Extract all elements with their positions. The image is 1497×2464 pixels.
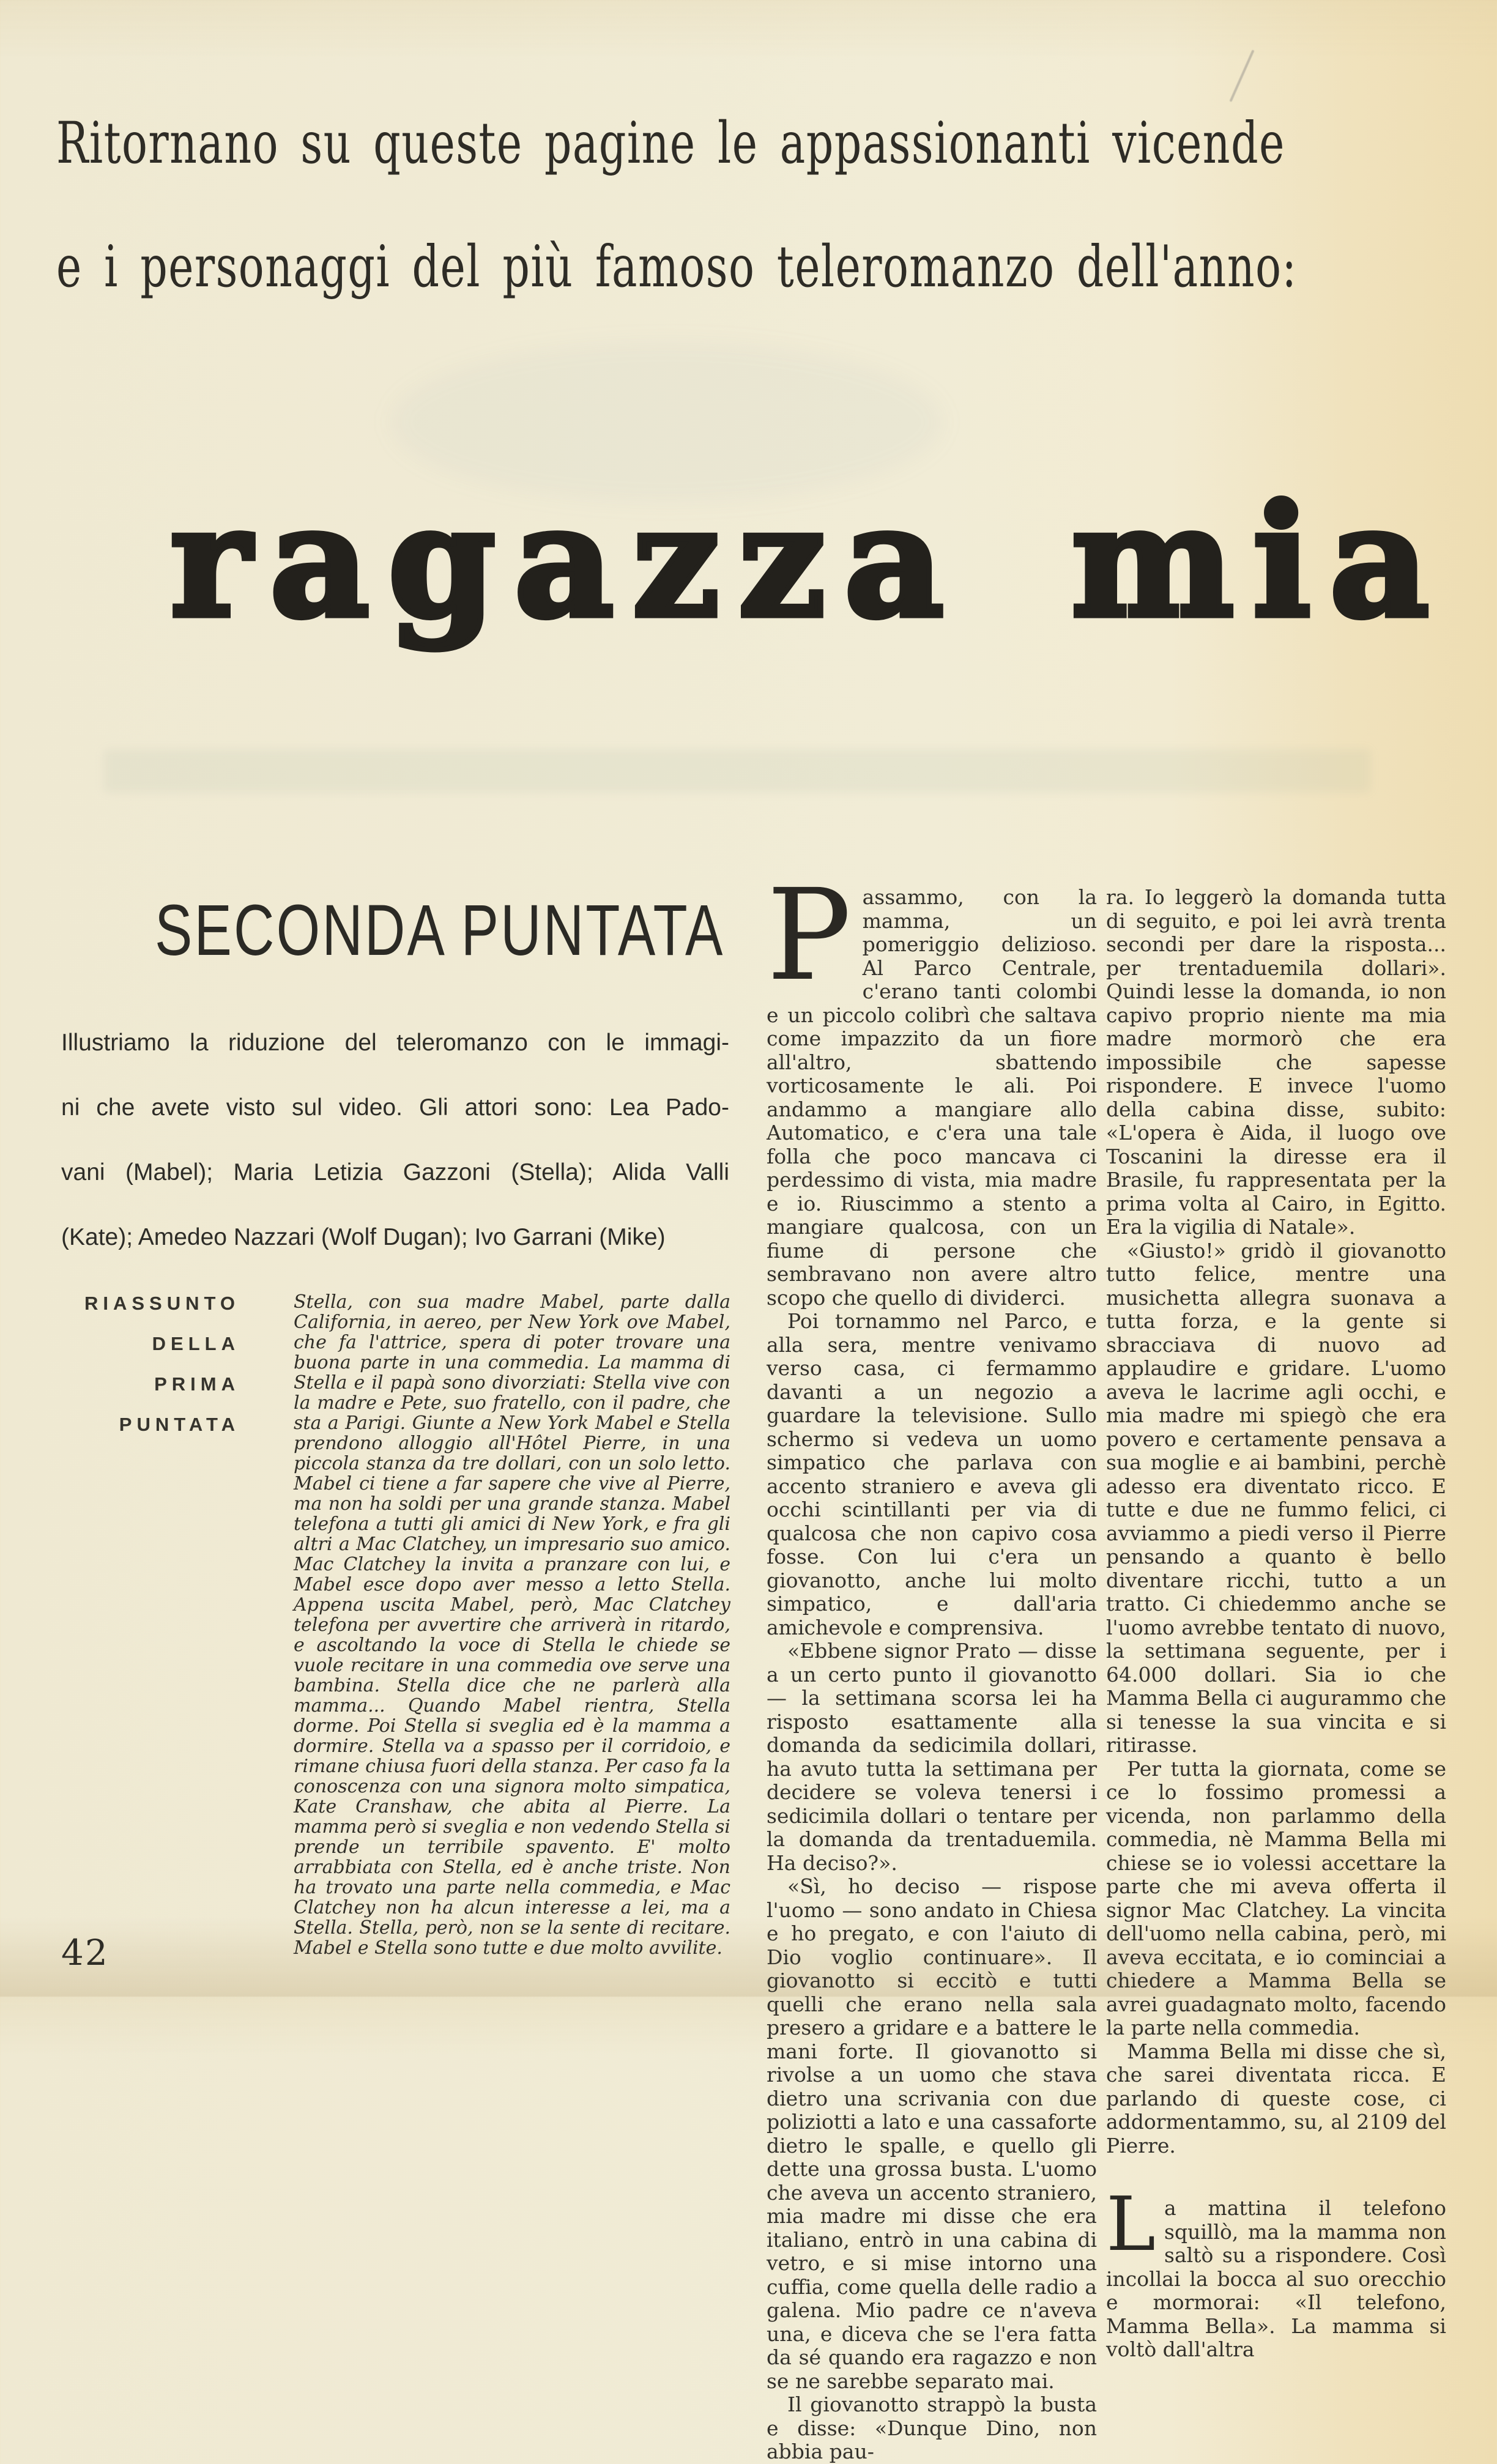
paragraph: ra. Io leggerò la domanda tutta di seguito, e poi lei avrà trenta secondi per dare la risposta... per trentaduemila dollari». Quindi lesse la domanda, io non capivo proprio niente ma mia madre mormorò che era impossibile che sapesse rispondere. E invece l'uomo della cabina disse, subito: «L'opera è Aida, il luogo ove Toscanini la diresse era il Brasile, fu rappresentata per la prima volta al Cairo, in Egitto. Era la vigilia di Natale».	[1106, 885, 1446, 1239]
article-title: ragazza mia	[170, 471, 1448, 652]
intro-line: Illustriamo la riduzione del teleromanzo con le immagi-	[61, 1030, 729, 1056]
recap-label-line: DELLA	[152, 1333, 240, 1354]
paragraph: «Giusto!» gridò il giovanotto tutto felice, mentre una musichetta allegra suonava a tutta forza, e la gente si sbracciava di nuovo ad applaudire e gridare. L'uomo aveva le lacrime agli occhi, e mia madre mi spiegò che era povero e certamente pensava a sua moglie e ai bambini, perchè adesso era diventato ricco. E tutte e due ne fummo felici, ci avviammo a piedi verso il Pierre pensando a quanto è bello diventare ricchi, tutto a un tratto. Ci chiedemmo anche se l'uomo avrebbe tentato di nuovo, la settimana seguente, per i 64.000 dollari. Sia io che Mamma Bella ci augurammo che si tenesse la sua vincita e si ritirasse.	[1106, 1238, 1446, 1757]
drop-cap-l: L	[1106, 2181, 1156, 2268]
body-column-2	[1106, 886, 1446, 2362]
paragraph: Mamma Bella mi disse che sì, che sarei diventata ricca. E parlando di queste cose, ci addormentammo, su, al 2109 del Pierre.	[1106, 2039, 1446, 2158]
intro-line: vani (Mabel); Maria Letizia Gazzoni (Stella); Alida Valli	[61, 1159, 729, 1186]
paragraph-text: a mattina il telefono squillò, ma la mamma non saltò su a rispondere. Così incollai la bocca al suo orecchio e mormorai: «Il telefono, Mamma Bella». La mamma si voltò dall'altra	[1106, 2196, 1446, 2361]
paragraph-text: assammo, con la mamma, un pomeriggio delizioso. Al Parco Centrale, c'erano tanti colombi e un piccolo colibrì che saltava come impazzito da un fiore all'altro, sbattendo vorticosamente le ali. Poi andammo a mangiare allo Automatico, e c'era una tale folla che poco mancava ci perdessimo di vista, mia madre e io. Riuscimmo a stento a mangiare qualcosa, con un fiume di persone che sembravano non avere altro scopo che quello di dividerci.	[767, 885, 1097, 1310]
page-number: 42	[61, 1932, 109, 1973]
kicker-line-2: e i personaggi del più famoso teleromanzo dell'anno:	[56, 234, 1298, 300]
drop-cap-p: P	[767, 862, 852, 1009]
paragraph	[767, 862, 1097, 1310]
kicker-line-1: Ritornano su queste pagine le appassionanti vicende	[56, 110, 1285, 177]
recap-label-line: PRIMA	[154, 1373, 240, 1395]
recap-summary: Stella, con sua madre Mabel, parte dalla California, in aereo, per New York ove Mabel, che fa l'attrice, spera di poter trovare una buona parte in una commedia. La mamma di Stella e il papà sono divorziati: Stella vive con la madre e Pete, suo fratello, con il padre, che sta a Parigi. Giunte a New York Mabel e Stella prendono alloggio all'Hôtel Pierre, in una piccola stanza da tre dollari, con un solo letto. Mabel ci tiene a far sapere che vive al Pierre, ma non ha soldi per una grande stanza. Mabel telefona a tutti gli amici di New York, e fra gli altri a Mac Clatchey, un impresario suo amico. Mac Clatchey la invita a pranzare con lui, e Mabel esce dopo aver messo a letto Stella. Appena uscita Mabel, però, Mac Clatchey telefona per avvertire che arriverà in ritardo, e ascoltando la voce di Stella le chiede se vuole recitare in una commedia ove serve una bambina. Stella dice che ne parlerà alla mamma... Quando Mabel rientra, Stella dorme. Poi Stella si sveglia ed è la mamma a dormire. Stella va a spasso per il corridoio, e rimane chiusa fuori della stanza. Per caso fa la conoscenza con una signora molto simpatica, Kate Cranshaw, che abita al Pierre. La mamma però si sveglia e non vedendo Stella si prende un terribile spavento. E' molto arrabbiata con Stella, ed è anche triste. Non ha trovato una parte nella commedia, e Mac Clatchey non ha alcun interesse a lei, ma a Stella. Stella, però, non se la sente di recitare. Mabel e Stella sono tutte e due molto avvilite.	[294, 1291, 730, 1959]
episode-heading: SECONDA PUNTATA	[155, 890, 725, 971]
paper-show-through-band	[104, 749, 1370, 792]
paragraph: Poi tornammo nel Parco, e alla sera, mentre venivamo verso casa, ci fermammo davanti a un negozio a guardare la televisione. Sullo schermo si vedeva un uomo simpatico che parlava con accento straniero e aveva gli occhi scintillanti per via di qualcosa che non capivo cosa fosse. Con lui c'era un giovanotto, anche lui molto simpatico, e dall'aria amichevole e comprensiva.	[767, 1309, 1097, 1639]
intro-paragraph	[61, 1011, 729, 1270]
paragraph: Per tutta la giornata, come se ce lo fossimo promessi a vicenda, non parlammo della commedia, nè Mamma Bella mi chiese se io volessi accettare la parte che mi aveva offerta il signor Mac Clatchey. La vincita dell'uomo nella cabina, però, mi aveva eccitata, e io cominciai a chiedere a Mamma Bella se avrei guadagnato molto, facendo la parte nella commedia.	[1106, 1756, 1446, 2039]
pencil-mark	[1229, 50, 1254, 102]
paragraph	[1106, 2181, 1446, 2362]
recap-label	[55, 1283, 240, 1445]
recap-label-line: RIASSUNTO	[84, 1293, 240, 1314]
paragraph: «Ebbene signor Prato — disse a un certo punto il giovanotto — la settimana scorsa lei ha risposto esattamente alla domanda da sedicimila dollari, ha avuto tutta la settimana per decidere se voleva tenersi i sedicimila dollari o tentare per la domanda da trentaduemila. Ha deciso?».	[767, 1639, 1097, 1875]
paragraph: «Sì, ho deciso — rispose l'uomo — sono andato in Chiesa e ho pregato, e con l'aiuto di Dio voglio continuare». Il giovanotto si eccitò e tutti quelli che erano nella sala presero a gridare e a battere le mani forte. Il giovanotto si rivolse a un uomo che stava dietro una scrivania con due poliziotti a lato e una cassaforte dietro le spalle, e quello gli dette una grossa busta. L'uomo che aveva un accento straniero, mia madre mi disse che era italiano, entrò in una cabina di vetro, e si mise intorno una cuffia, come quella delle radio a galena. Mio padre ce n'aveva una, e diceva che se l'era fatta da sé quando era ragazzo e non se ne sarebbe separato mai.	[767, 1874, 1097, 2393]
intro-line: ni che avete visto sul video. Gli attori sono: Lea Pado-	[61, 1094, 729, 1121]
body-column-1	[767, 862, 1097, 2464]
recap-label-line: PUNTATA	[119, 1414, 240, 1435]
paragraph: Il giovanotto strappò la busta e disse: «Dunque Dino, non abbia pau-	[767, 2392, 1097, 2463]
intro-line: (Kate); Amedeo Nazzari (Wolf Dugan); Ivo Garrani (Mike)	[61, 1224, 666, 1250]
